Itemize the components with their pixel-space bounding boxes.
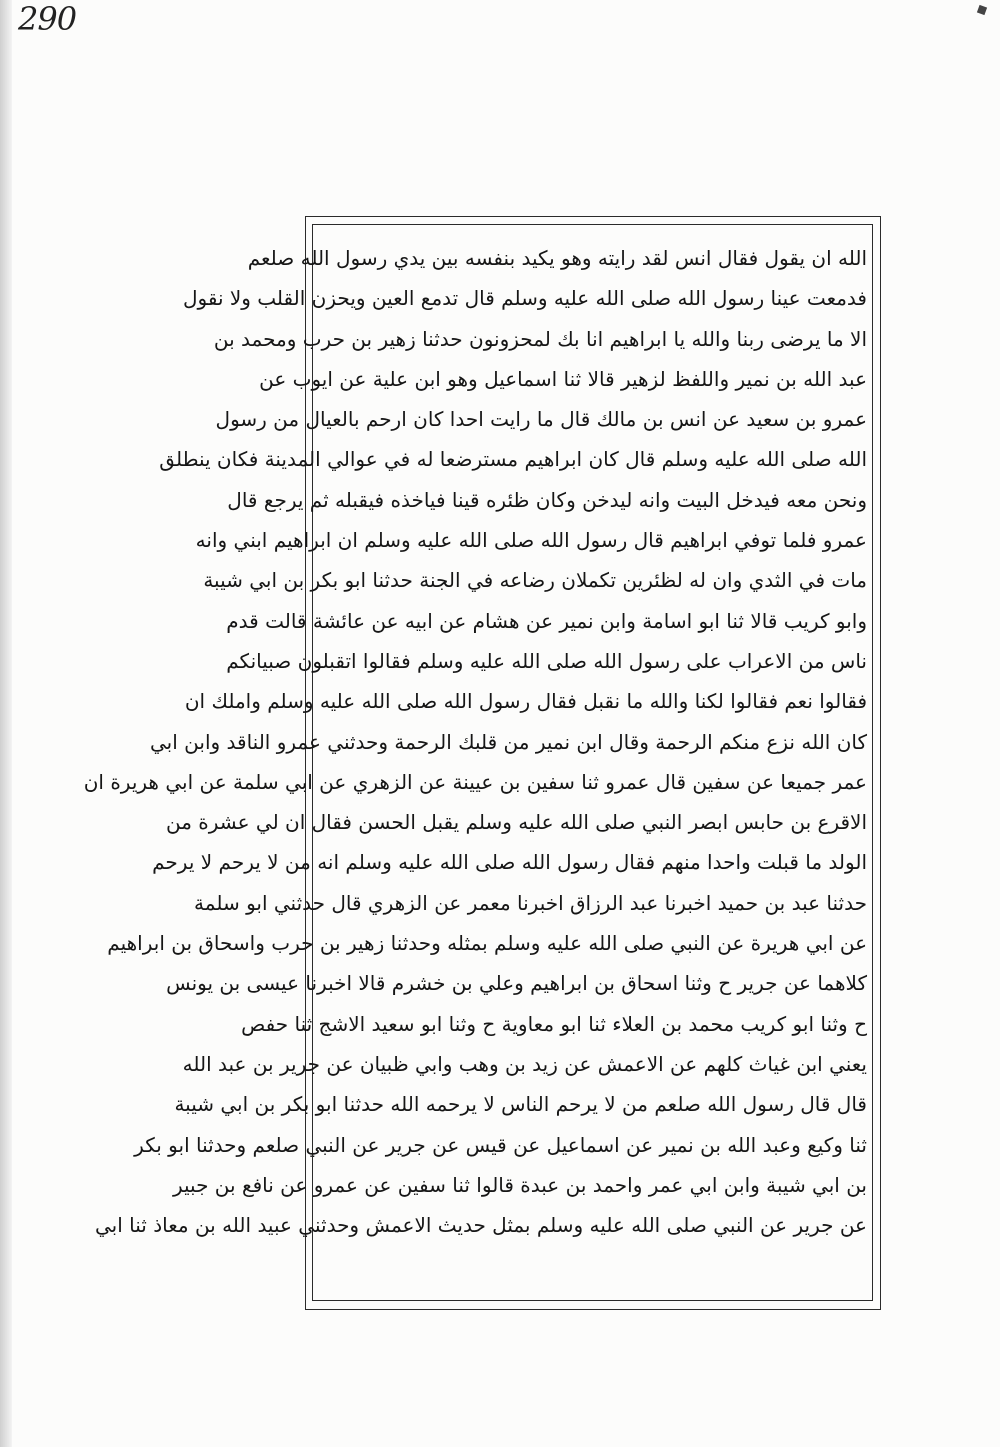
corner-ink-mark [977, 5, 987, 15]
text-line: عن جرير عن النبي صلى الله عليه وسلم بمثل حديث الاعمش وحدثني عبيد الله بن معاذ ثنا ابي [95, 1213, 867, 1238]
text-line: الا ما يرضى ربنا والله يا ابراهيم انا بك لمحزونون حدثنا زهير بن حرب ومحمد بن [213, 326, 867, 351]
text-line: كان الله نزع منكم الرحمة وقال ابن نمير من قلبك الرحمة وحدثني عمرو الناقد وابن ابي [150, 729, 867, 754]
text-line: الله صلى الله عليه وسلم قال كان ابراهيم مسترضعا له في عوالي المدينة فكان ينطلق [159, 447, 867, 472]
text-line: حدثنا عبد بن حميد اخبرنا عبد الرزاق اخبرنا معمر عن الزهري قال حدثني ابو سلمة [194, 890, 867, 915]
text-line: عمرو فلما توفي ابراهيم قال رسول الله صلى الله عليه وسلم ان ابراهيم ابني وانه [195, 528, 867, 553]
text-line: عمرو بن سعيد عن انس بن مالك قال ما رايت احدا كان ارحم بالعيال من رسول [215, 407, 867, 432]
text-line: قال قال رسول الله صلعم من لا يرحم الناس لا يرحمه الله حدثنا ابو بكر بن ابي شيبة [174, 1092, 867, 1117]
text-line: يعني ابن غياث كلهم عن الاعمش عن زيد بن وهب وابي ظبيان عن جرير بن عبد الله [182, 1051, 867, 1076]
text-line: مات في الثدي وان له لظئرين تكملان رضاعه في الجنة حدثنا ابو بكر بن ابي شيبة [203, 568, 867, 593]
text-line: ناس من الاعراب على رسول الله صلى الله عليه وسلم فقالوا اتقبلون صبيانكم [226, 648, 867, 673]
text-line: ونحن معه فيدخل البيت وانه ليدخن وكان ظئره قينا فياخذه فيقبله ثم يرجع قال [227, 487, 867, 512]
text-line: عبد الله بن نمير واللفظ لزهير قالا ثنا اسماعيل وهو ابن علية عن ايوب عن [259, 366, 867, 391]
text-line: عن ابي هريرة عن النبي صلى الله عليه وسلم بمثله وحدثنا زهير بن حرب واسحاق بن ابراهيم [107, 931, 867, 956]
text-line: الاقرع بن حابس ابصر النبي صلى الله عليه وسلم يقبل الحسن فقال ان لي عشرة من [165, 810, 867, 835]
text-line: ثنا وكيع وعبد الله بن نمير عن اسماعيل عن قيس عن جرير عن النبي صلعم وحدثنا ابو بكر [134, 1132, 867, 1157]
text-line: وابو كريب قالا ثنا ابو اسامة وابن نمير عن هشام عن ابيه عن عائشة قالت قدم [226, 608, 867, 633]
text-line: الله ان يقول فقال انس لقد رايته وهو يكيد بنفسه بين يدي رسول الله صلعم [247, 246, 867, 270]
folio-number: 290 [18, 0, 77, 38]
text-line: الولد ما قبلت واحدا منهم فقال رسول الله صلى الله عليه وسلم انه من لا يرحم لا يرحم [152, 850, 867, 875]
text-line: ح وثنا ابو كريب محمد بن العلاء ثنا ابو معاوية ح وثنا ابو سعيد الاشج ثنا حفص [241, 1011, 867, 1036]
text-line: فقالوا نعم فقالوا لكنا والله ما نقبل فقال رسول الله صلى الله عليه وسلم واملك ان [184, 689, 867, 714]
text-line: كلاهما عن جرير ح وثنا اسحاق بن ابراهيم وعلي بن خشرم قالا اخبرنا عيسى بن يونس [166, 971, 867, 996]
manuscript-text-block [83, 238, 867, 1298]
page-binding-edge [0, 0, 12, 1447]
text-line: عمر جميعا عن سفين قال عمرو ثنا سفين بن عيينة عن الزهري عن ابي سلمة عن ابي هريرة ان [83, 769, 867, 794]
text-line: بن ابي شيبة وابن ابي عمر واحمد بن عبدة قالوا ثنا سفين عن عمرو عن نافع بن جبير [172, 1172, 867, 1197]
text-line: فدمعت عينا رسول الله صلى الله عليه وسلم قال تدمع العين ويحزن القلب ولا نقول [182, 286, 867, 311]
